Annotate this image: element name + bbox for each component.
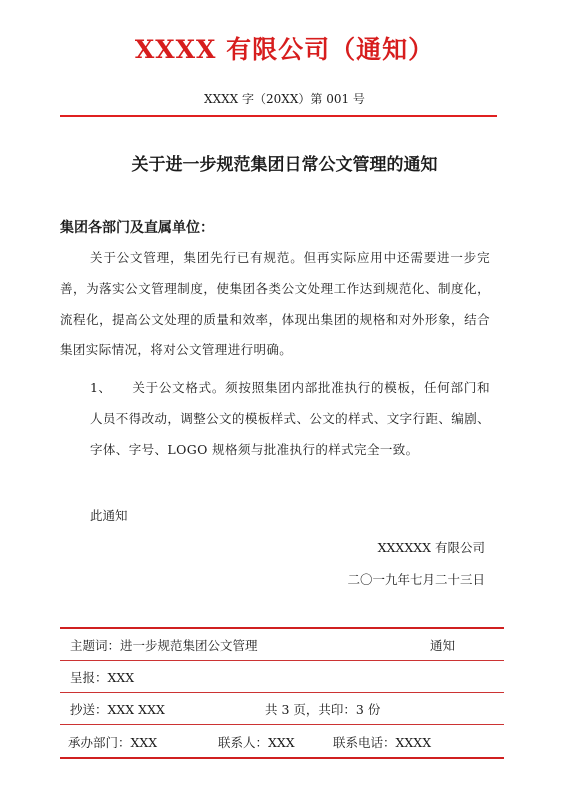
closing-text: 此通知 [90,508,128,523]
subject-suffix: 通知 [430,638,456,653]
footer-rule-1 [60,660,504,661]
footer-rule-2 [60,692,504,693]
item-text: 关于公文格式。须按照集团内部批准执行的模板，任何部门和人员不得改动，调整公文的模板样式、公文的样式、文字行距、编剧、字体、字号、LOGO 规格须与批准执行的样式完全一致。 [90,380,490,457]
item-number: 1、 [90,380,112,395]
contact-person: 联系人：XXX [218,735,295,750]
pages-info: 共 3 页，共印：3 份 [265,702,381,717]
footer-bottom-rule [60,757,504,759]
footer-rule-3 [60,724,504,725]
header-divider [60,115,497,117]
signature-company: XXXXXX 有限公司 [377,540,485,555]
copy-to: 抄送：XXX XXX [70,702,165,717]
handling-dept: 承办部门：XXX [68,735,158,750]
body-paragraph-1: 关于公文管理，集团先行已有规范。但再实际应用中还需要进一步完善，为落实公文管理制度，使集团各类公文处理工作达到规范化、制度化，流程化，提高公文处理的质量和效率，体现出集团的规格和对外形象，结合集团实际情况，将对公文管理进行明确。 [60,250,490,358]
document-number: XXXX 字（20XX）第 001 号 [204,92,365,106]
notice-title: 关于进一步规范集团日常公文管理的通知 [131,155,438,175]
document-header-title: XXXX 有限公司（通知） [134,35,435,64]
signature-date: 二〇一九年七月二十三日 [347,572,485,587]
footer-top-rule [60,627,504,629]
salutation: 集团各部门及直属单位： [60,220,214,236]
body-item-1-line [60,373,490,465]
subject-label: 主题词：进一步规范集团公文管理 [70,638,258,653]
report-to: 呈报：XXX [70,670,135,685]
body-item-1 [60,373,490,465]
contact-phone: 联系电话：XXXX [333,735,432,750]
